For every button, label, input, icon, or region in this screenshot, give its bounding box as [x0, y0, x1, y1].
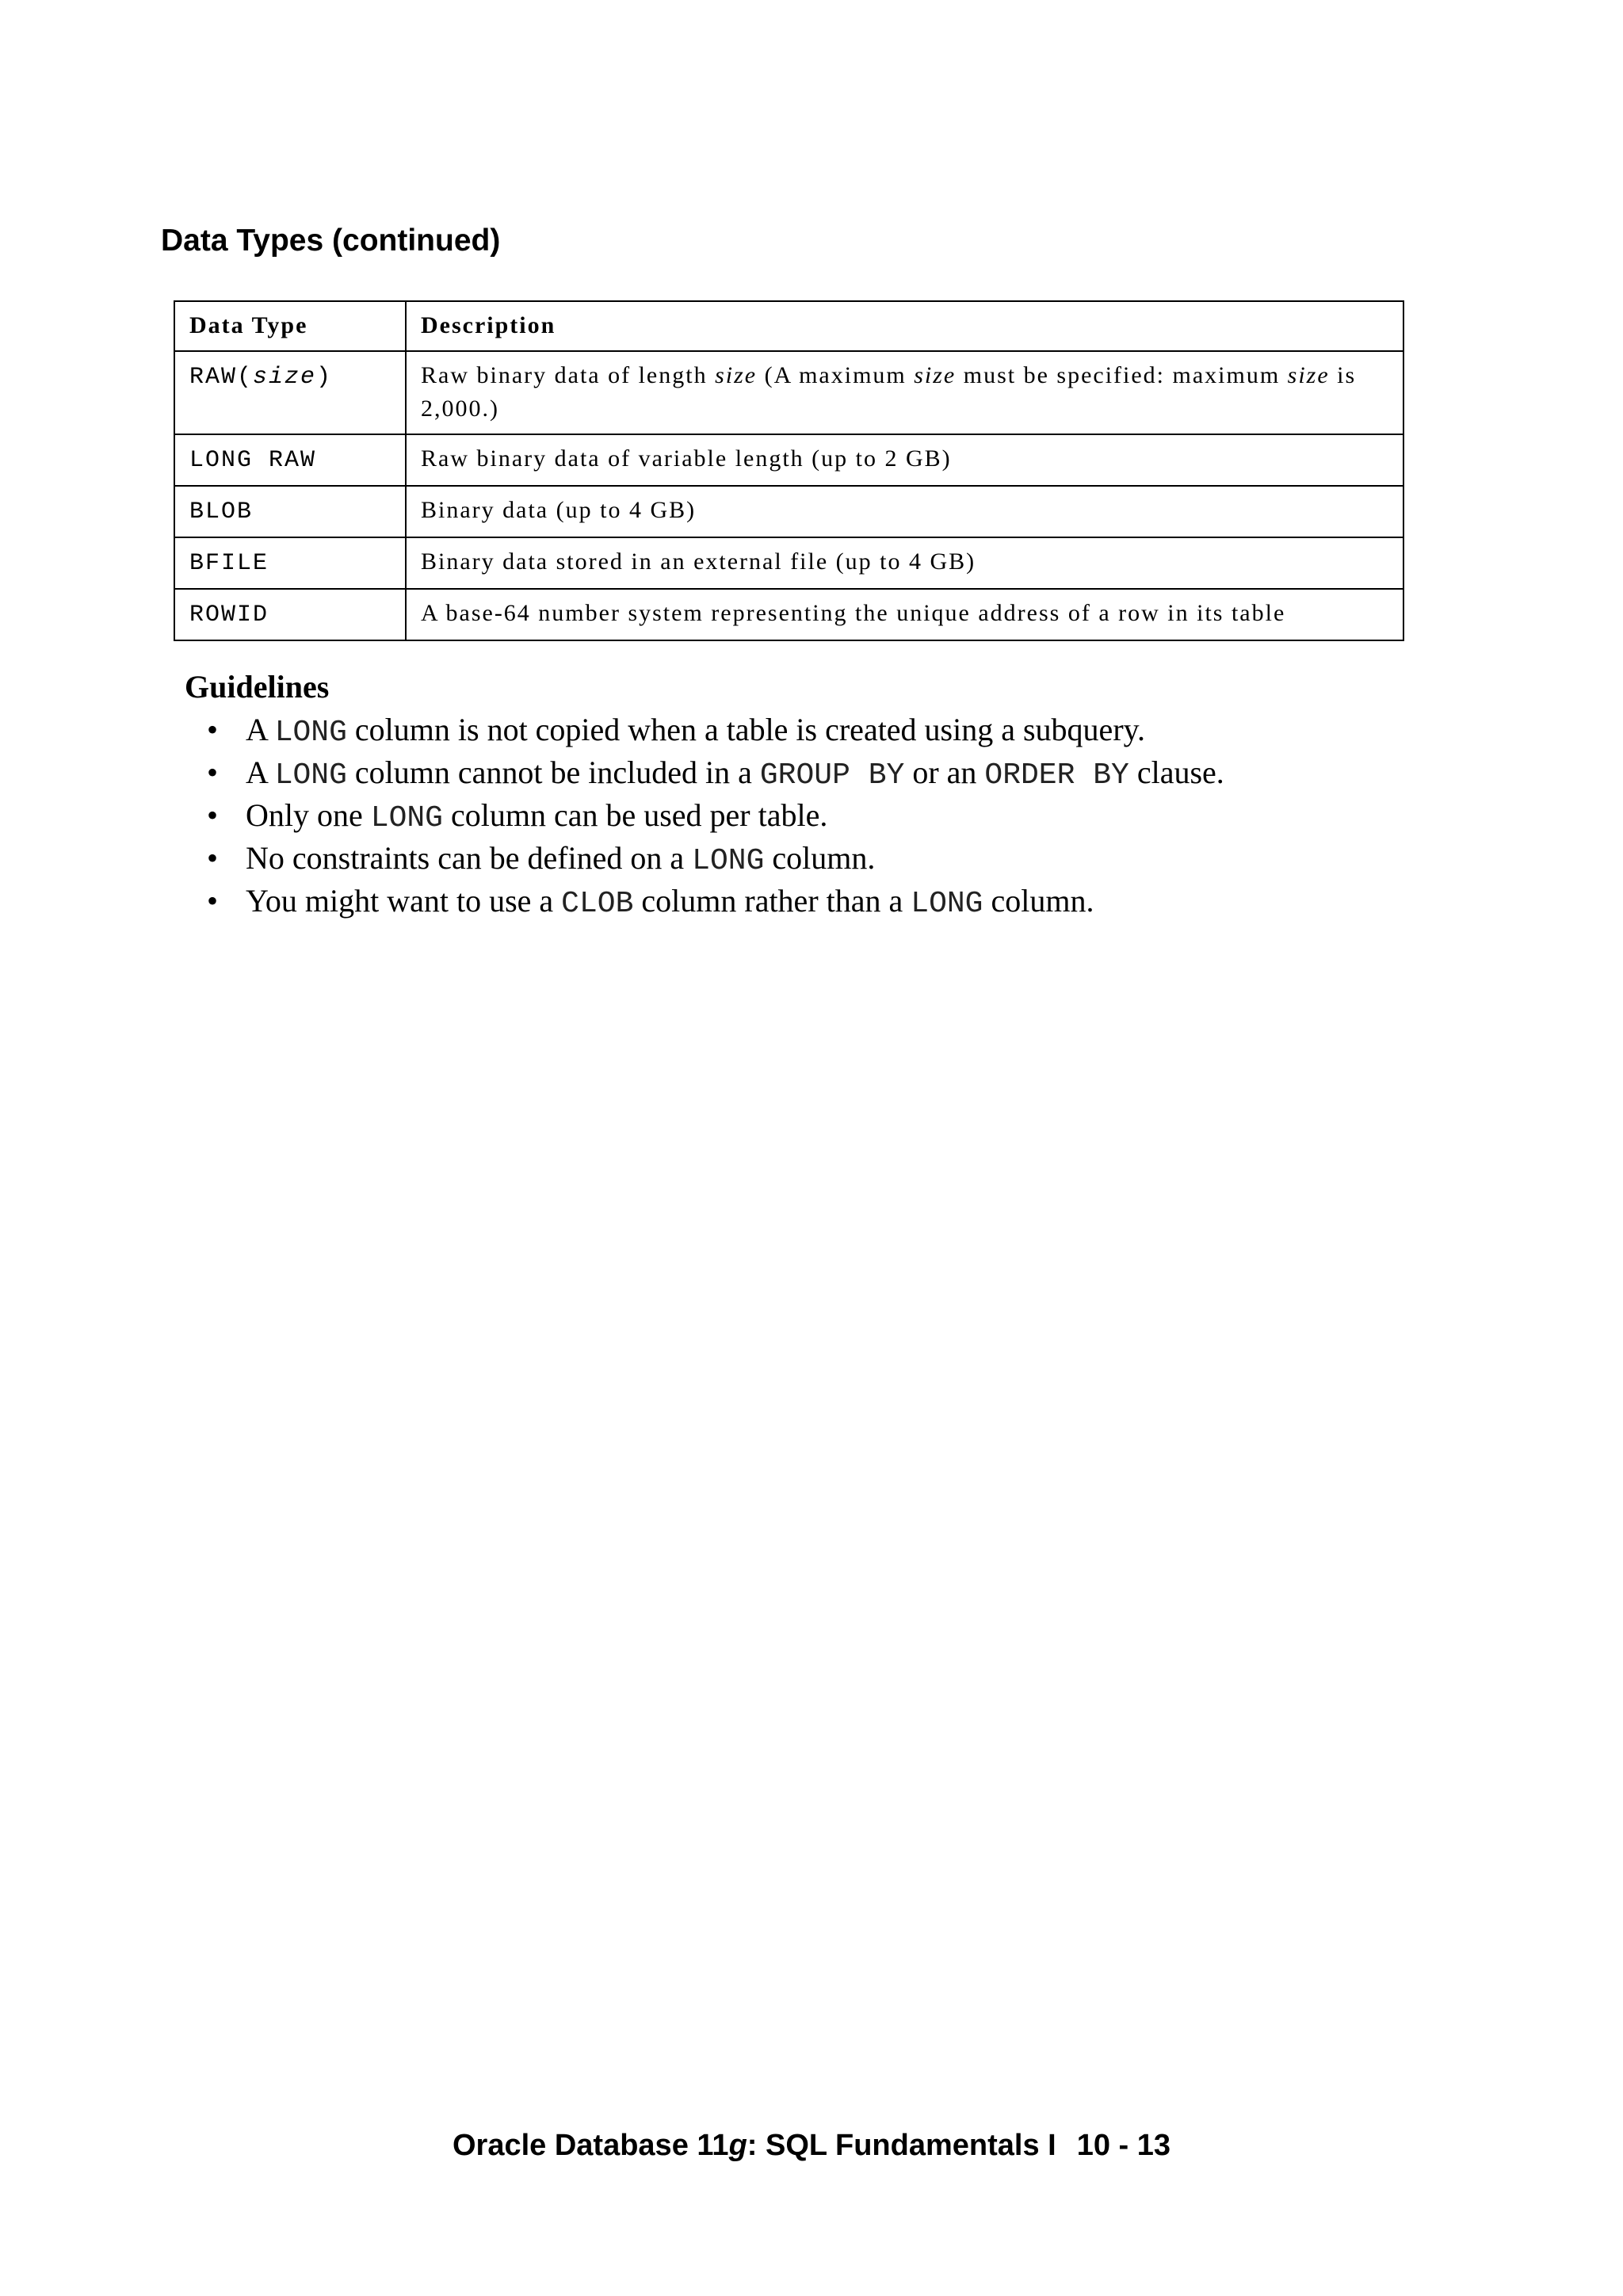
italic-text: size [914, 362, 957, 388]
text-run: Raw binary data of variable length (up to 2 GB) [421, 445, 952, 472]
text-run: You might want to use a [246, 883, 562, 919]
bullet-icon: • [207, 755, 219, 790]
description-cell [406, 351, 1403, 434]
code-text: LONG [274, 716, 347, 750]
data-types-table [174, 300, 1404, 641]
code-text: BLOB [189, 499, 254, 525]
footer-version-suffix: g [728, 2129, 747, 2162]
text-run: A [246, 712, 275, 747]
table-row [174, 537, 1403, 589]
code-text: GROUP BY [759, 758, 905, 793]
code-text: LONG [911, 887, 983, 921]
text-run: Binary data (up to 4 GB) [421, 497, 697, 523]
italic-text: size [1287, 362, 1330, 388]
description-cell [406, 434, 1403, 486]
code-text: ORDER BY [984, 758, 1129, 793]
code-text: RAW( [189, 364, 254, 391]
code-text: ROWID [189, 602, 269, 628]
text-run: column cannot be included in a [346, 755, 760, 790]
code-placeholder-text: size [253, 364, 317, 391]
text-run: A [246, 755, 275, 790]
guideline-item [185, 710, 1224, 753]
table-row [174, 486, 1403, 537]
guideline-item [185, 796, 1224, 839]
text-run: must be specified: maximum [956, 362, 1288, 388]
guideline-item [185, 753, 1224, 796]
text-run: A base-64 number system representing the unique address of a row in its table [421, 600, 1286, 626]
bullet-icon: • [207, 712, 219, 747]
table-row [174, 589, 1403, 640]
text-run: Raw binary data of length [421, 362, 716, 388]
text-run: column can be used per table. [442, 797, 828, 833]
bullet-icon: • [207, 797, 219, 833]
description-cell [406, 589, 1403, 640]
text-run: column is not copied when a table is created using a subquery. [346, 712, 1146, 747]
table-header-row [174, 301, 1403, 351]
footer-book-title-prefix: Oracle Database 11 [452, 2129, 729, 2162]
data-type-cell [174, 434, 406, 486]
bullet-icon: • [207, 840, 219, 876]
text-run: No constraints can be defined on a [246, 840, 693, 876]
guideline-item [185, 839, 1224, 881]
code-text: BFILE [189, 550, 269, 577]
code-text: LONG [692, 844, 765, 878]
guideline-item [185, 881, 1224, 924]
text-run: column. [764, 840, 876, 876]
guidelines-title: Guidelines [185, 669, 330, 705]
text-run: or an [904, 755, 985, 790]
text-run: clause. [1128, 755, 1224, 790]
text-run: Only one [246, 797, 371, 833]
description-cell [406, 537, 1403, 589]
page-footer [0, 2129, 1623, 2163]
data-type-cell [174, 589, 406, 640]
guidelines-list [185, 710, 1224, 924]
code-text: LONG [370, 801, 443, 835]
bullet-icon: • [207, 883, 219, 919]
guidelines-section [185, 667, 1224, 924]
data-type-cell [174, 537, 406, 589]
page-heading: Data Types (continued) [161, 223, 501, 258]
table-row [174, 351, 1403, 434]
footer-page-number: 10 - 13 [1076, 2129, 1171, 2162]
table-row [174, 434, 1403, 486]
column-header-description: Description [406, 301, 1403, 351]
italic-text: size [715, 362, 758, 388]
text-run: column. [983, 883, 1094, 919]
text-run: Binary data stored in an external file (up to 4 GB) [421, 548, 976, 575]
code-text: ) [316, 364, 333, 391]
footer-book-title-rest: : SQL Fundamentals I [747, 2129, 1056, 2162]
data-type-cell [174, 351, 406, 434]
table-body [174, 351, 1403, 640]
code-text: LONG [274, 758, 347, 793]
text-run: column rather than a [633, 883, 911, 919]
column-header-data-type: Data Type [174, 301, 406, 351]
text-run: (A maximum [757, 362, 915, 388]
text-run: is 2,000.) [421, 362, 1357, 422]
code-text: LONG RAW [189, 447, 317, 474]
code-text: CLOB [561, 887, 634, 921]
description-cell [406, 486, 1403, 537]
data-type-cell [174, 486, 406, 537]
